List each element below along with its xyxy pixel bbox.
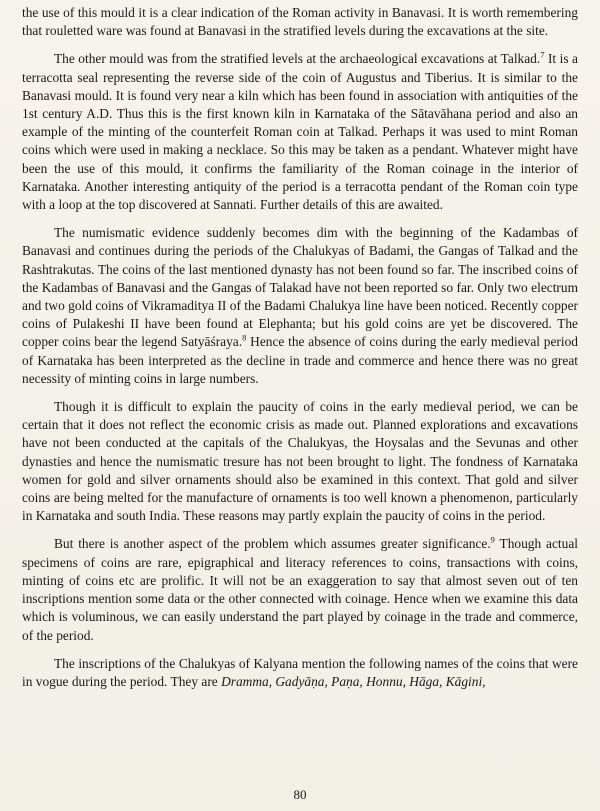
paragraph-3 xyxy=(22,224,578,388)
paragraph-5 xyxy=(22,535,578,644)
paragraph-5-text-before: But there is another aspect of the problem which assumes greater significance. xyxy=(54,536,491,552)
paragraph-4-text: Though it is difficult to explain the paucity of coins in the early medieval period, we can be certain that it does not reflect the economic crisis as made out. Planned explorations and excavations have not been conducted at the capitals of the Chalukyas, the Hoysalas and the Sevunas and other dynasties and hence the numismatic tresure has not been brought to light. The fondness of Karnataka women for gold and silver ornaments should also be examined in this context. That gold and silver coins are being melted for the manufacture of ornaments is too well known a phenomenon, particularly in Karnataka and south India. These reasons may partly explain the paucity of coins in the period. xyxy=(22,399,578,524)
paragraph-6-text-before: The inscriptions of the Chalukyas of Kalyana mention the following names of the coins that were in vogue during the period. They are xyxy=(22,655,578,689)
paragraph-4 xyxy=(22,398,578,525)
paragraph-6 xyxy=(22,655,578,691)
paragraph-2-text-before: The other mould was from the stratified levels at the archaeological excavations at Talkad. xyxy=(54,51,541,67)
page-number: 80 xyxy=(293,787,307,802)
paragraph-1 xyxy=(22,4,578,40)
footnote-marker-7[interactable]: 7 xyxy=(540,49,545,60)
paragraph-5-text-after: Though actual specimens of coins are rare, epigraphical and literacy references to coins, transactions with coins, minting of coins etc are prolific. It will not be an exaggeration to say that almost seven out of ten inscriptions mention some data or the other connected with coinage. Hence when we examine this data which is voluminous, we can easily understand the part played by coinage in the trade and commerce, of the period. xyxy=(22,536,578,643)
paragraph-3-text-before: The numismatic evidence suddenly becomes dim with the beginning of the Kadambas of Banavasi and continues during the periods of the Chalukyas of Badami, the Gangas of Talkad and the Rashtrakutas. The coins of the last mentioned dynasty has not been found so far. The inscribed coins of the Kadambas of Banavasi and the Gangas of Talakad have not been reported so far. Only two electrum and two gold coins of Vikramaditya II of the Badami Chalukya line have been noticed. Recently copper coins of Pulakeshi II have been found at Elephanta; but his gold coins are yet be discovered. The copper coins bear the legend Satyāśraya. xyxy=(22,225,578,350)
paragraph-2-text-after: It is a terracotta seal representing the reverse side of the coin of Augustus and Tiberius. It is similar to the Banavasi mould. It is found very near a kiln which has been found in association with antiquities of the 1st century A.D. Thus this is the first known kiln in Karnataka of the Sātavāhana period and also an example of the minting of the counterfeit Roman coin at Talkad. Perhaps it was used to mint Roman coins which were used in making a necklace. So this may be taken as a pendant. Whatever might have been the use of this mould, it confirms the familiarity of the Roman coinage in the interior of Karnataka. Another interesting antiquity of the period is a terracotta pendant of the Roman coin type with a loop at the top discovered at Sannati. Further details of this are awaited. xyxy=(22,51,578,213)
footnote-marker-8[interactable]: 8 xyxy=(242,332,247,343)
coin-names-italic: Dramma, Gadyāṇa, Paṇa, Honnu, Hāga, Kāgini, xyxy=(221,673,486,689)
footnote-marker-9[interactable]: 9 xyxy=(490,535,495,546)
body-text xyxy=(22,4,578,701)
paragraph-1-text: the use of this mould it is a clear indication of the Roman activity in Banavasi. It is worth remembering that rouletted ware was found at Banavasi in the stratified levels during the excavations at the site. xyxy=(22,5,578,39)
paragraph-3-text-after: Hence the absence of coins during the early medieval period of Karnataka has been interpreted as the decline in trade and commerce and hence there was no great necessity of minting coins in large numbers. xyxy=(22,334,578,386)
paragraph-2 xyxy=(22,50,578,214)
